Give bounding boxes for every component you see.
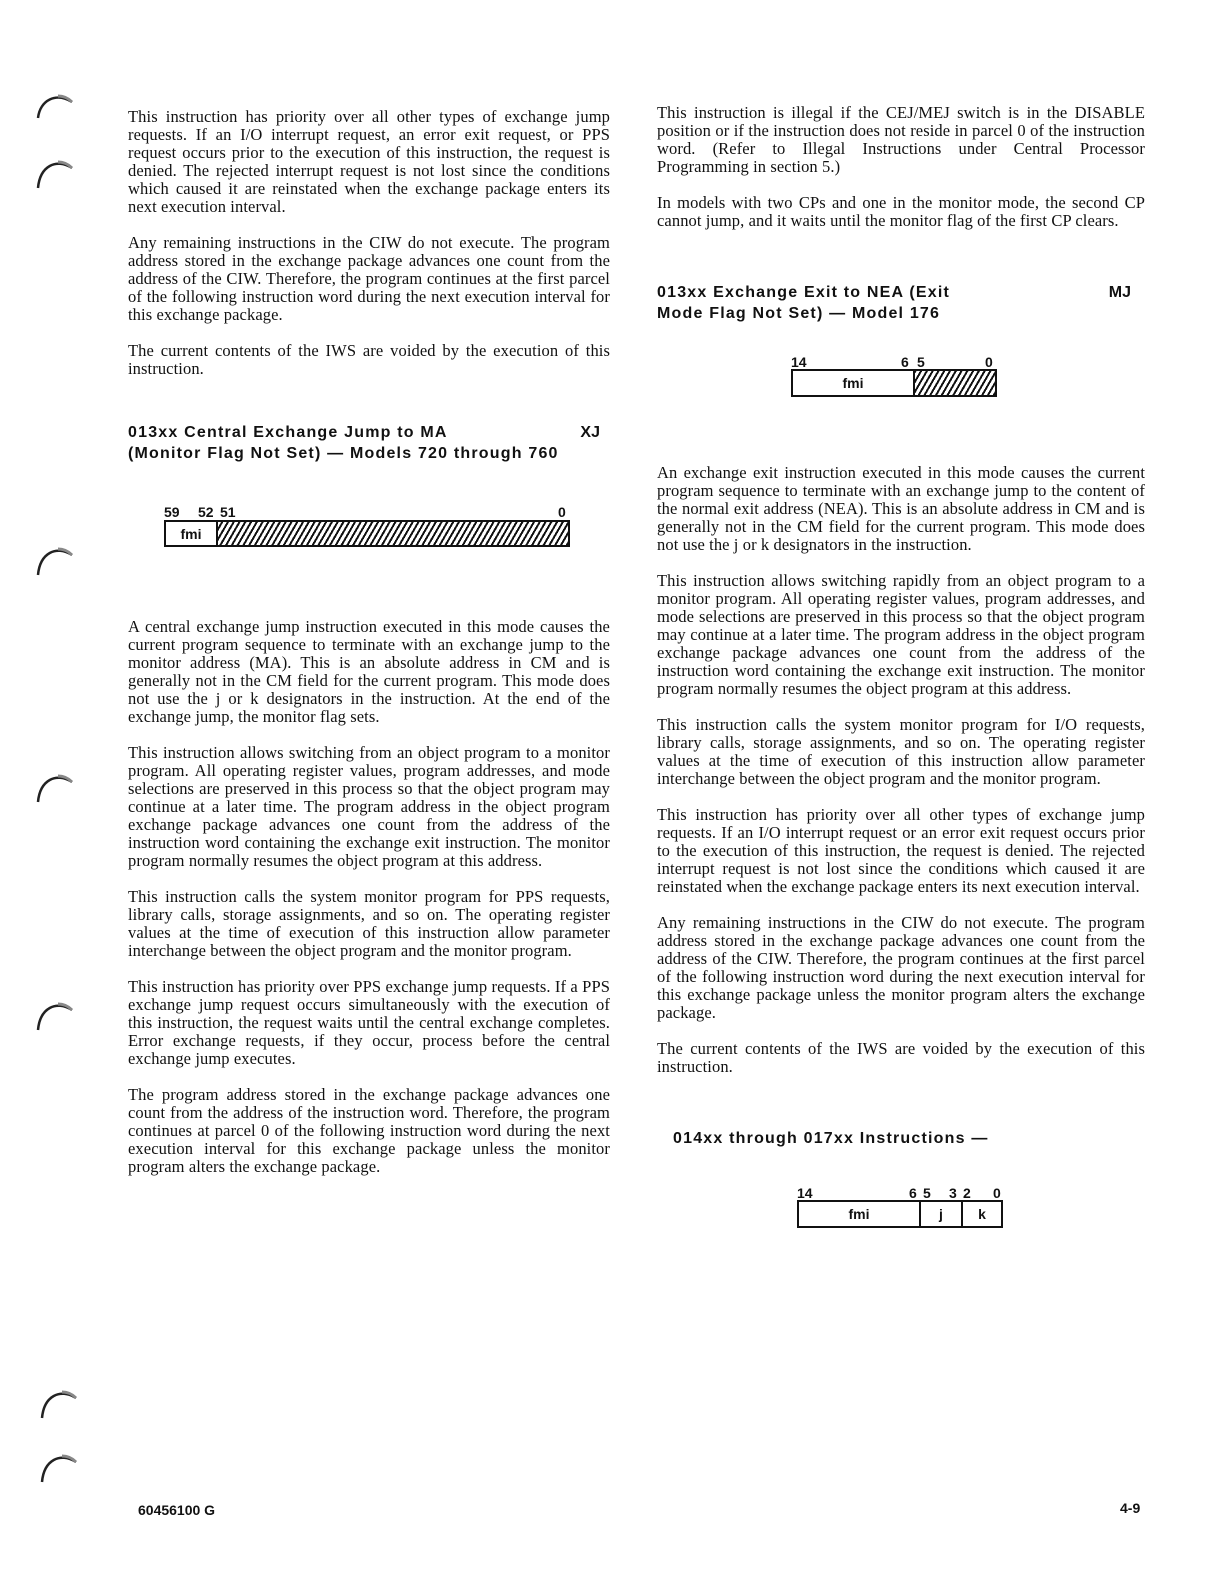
hole-punch-mark: [36, 158, 74, 198]
word-box: [797, 1200, 1003, 1228]
instruction-word-format-jk: [797, 1185, 1007, 1231]
right-column: [657, 104, 1145, 1231]
fmi-field: fmi: [166, 522, 218, 545]
paragraph: This instruction has priority over all other types of exchange jump requests. If an I/O interrupt request, an error exit request, or PPS request occurs prior to the execution of this instruction, the request is denied. The rejected interrupt request is not lost since the conditions which caused it are reinstated when the exchange package enters its next execution interval.: [128, 107, 610, 216]
paragraph: Any remaining instructions in the CIW do not execute. The program address stored in the exchange package advances one count from the address of the CIW. Therefore, the program continues at the first parcel of the following instruction word during the next execution interval for this exchange package.: [128, 233, 610, 324]
instruction-word-format-15bit: [791, 354, 1001, 400]
paragraph: This instruction allows switching rapidly from an object program to a monitor program. All operating register values, program addresses, and mode selections are preserved in this process so that the object program may continue at a later time. The program address in the object program exchange package advances one count from the address of the instruction word containing the exchange exit instruction. The monitor program normally resumes the object program at this address.: [657, 571, 1145, 698]
paragraph: The current contents of the IWS are voided by the execution of this instruction.: [128, 341, 610, 378]
section-heading-014xx-017xx: [673, 1128, 1145, 1149]
bit-label: 51: [220, 504, 236, 520]
bit-label: 52: [198, 504, 214, 520]
k-field: k: [978, 1206, 986, 1222]
heading-line: 014xx through 017xx Instructions —: [673, 1130, 989, 1147]
section-heading-exchange-exit-nea: [657, 282, 1145, 324]
hole-punch-mark: [36, 772, 74, 812]
paragraph: This instruction allows switching from an object program to a monitor program. All operating register values, program addresses, and mode selections are preserved in this process so that the object program may continue at a later time. The program address in the object program exchange package advances one count from the address of the instruction word containing the exchange exit instruction. The monitor program normally resumes the object program at this address.: [128, 743, 610, 870]
paragraph: The program address stored in the exchange package advances one count from the address of the instruction word. Therefore, the program continues at parcel 0 of the following instruction word during the next execution interval for this exchange package unless the monitor program alters the exchange package.: [128, 1085, 610, 1176]
paragraph: Any remaining instructions in the CIW do not execute. The program address stored in the exchange package advances one count from the address of the CIW. Therefore, the program continues at the first parcel of the following instruction word during the next execution interval for this exchange package unless the monitor program alters the exchange package.: [657, 913, 1145, 1022]
heading-line-2: (Monitor Flag Not Set) — Models 720 through 760: [128, 445, 559, 462]
paragraph: This instruction calls the system monitor program for PPS requests, library calls, storage assignments, and so on. The operating register values at the time of execution of this instruction allow parameter interchange between the object program and the monitor program.: [128, 887, 610, 960]
section-heading-central-exchange-jump: [128, 422, 610, 464]
page-number: 4-9: [1120, 1500, 1141, 1516]
hole-punch-mark: [36, 1000, 74, 1040]
paragraph: This instruction calls the system monitor program for I/O requests, library calls, storage assignments, and so on. The operating register values at the time of execution of this instruction allow parameter interchange between the object program and the monitor program.: [657, 715, 1145, 788]
word-box: [791, 369, 997, 397]
word-box: [164, 520, 570, 547]
fmi-field: fmi: [793, 371, 915, 395]
paragraph: This instruction is illegal if the CEJ/MEJ switch is in the DISABLE position or if the instruction does not reside in parcel 0 of the instruction word. (Refer to Illegal Instructions under Central Processor Programming in section 5.): [657, 103, 1145, 176]
heading-line-1: 013xx Central Exchange Jump to MA: [128, 424, 448, 441]
bit-label: 6: [901, 354, 909, 370]
bit-label: 14: [791, 354, 807, 370]
bit-label: 14: [797, 1185, 813, 1201]
hole-punch-mark: [40, 1452, 78, 1492]
paragraph: In models with two CPs and one in the monitor mode, the second CP cannot jump, and it waits until the monitor flag of the first CP clears.: [657, 193, 1145, 230]
bit-label: 3: [949, 1185, 957, 1201]
paragraph: A central exchange jump instruction executed in this mode causes the current program sequence to terminate with an exchange jump to the monitor address (MA). This is an absolute address in CM and is generally not in the CM field for the current program. This mode does not use the j or k designators in the instruction. At the end of the exchange jump, the monitor flag sets.: [128, 617, 610, 726]
j-field: j: [921, 1202, 963, 1226]
bit-label: 2: [963, 1185, 971, 1201]
bit-label: 0: [993, 1185, 1001, 1201]
unused-field-hatched: [915, 371, 995, 395]
mnemonic-label: MJ: [1108, 284, 1131, 301]
hole-punch-mark: [40, 1388, 78, 1428]
bit-label: 0: [985, 354, 993, 370]
bit-label: 5: [923, 1185, 931, 1201]
paragraph: The current contents of the IWS are voided by the execution of this instruction.: [657, 1039, 1145, 1076]
bit-label: 0: [558, 504, 566, 520]
bit-label: 6: [909, 1185, 917, 1201]
bit-label: 5: [917, 354, 925, 370]
hole-punch-mark: [36, 545, 74, 585]
paragraph: This instruction has priority over PPS exchange jump requests. If a PPS exchange jump request occurs simultaneously with the execution of this instruction, the request waits until the central exchange completes. Error exchange requests, if they occur, process before the central exchange jump executes.: [128, 977, 610, 1068]
hole-punch-mark: [36, 92, 74, 132]
fmi-field: fmi: [799, 1202, 921, 1226]
paragraph: This instruction has priority over all other types of exchange jump requests. If an I/O interrupt request or an error exit request occurs prior to the execution of this instruction, the request is denied. The rejected interrupt request is not lost since the conditions which caused it are reinstated when the exchange package enters its next execution interval.: [657, 805, 1145, 896]
instruction-word-format-60bit: [164, 504, 574, 564]
unused-field-hatched: [218, 522, 568, 545]
left-column: [128, 108, 610, 1194]
heading-line-1: 013xx Exchange Exit to NEA (Exit: [657, 284, 951, 301]
paragraph: An exchange exit instruction executed in this mode causes the current program sequence to terminate with an exchange jump to the content of the normal exit address (NEA). This is an absolute address in CM and is generally not in the CM field for the current program. This mode does not use the j or k designators in the instruction.: [657, 463, 1145, 554]
document-number: 60456100 G: [138, 1502, 216, 1518]
heading-line-2: Mode Flag Not Set) — Model 176: [657, 305, 941, 322]
mnemonic-label: XJ: [580, 424, 600, 441]
bit-label: 59: [164, 504, 180, 520]
